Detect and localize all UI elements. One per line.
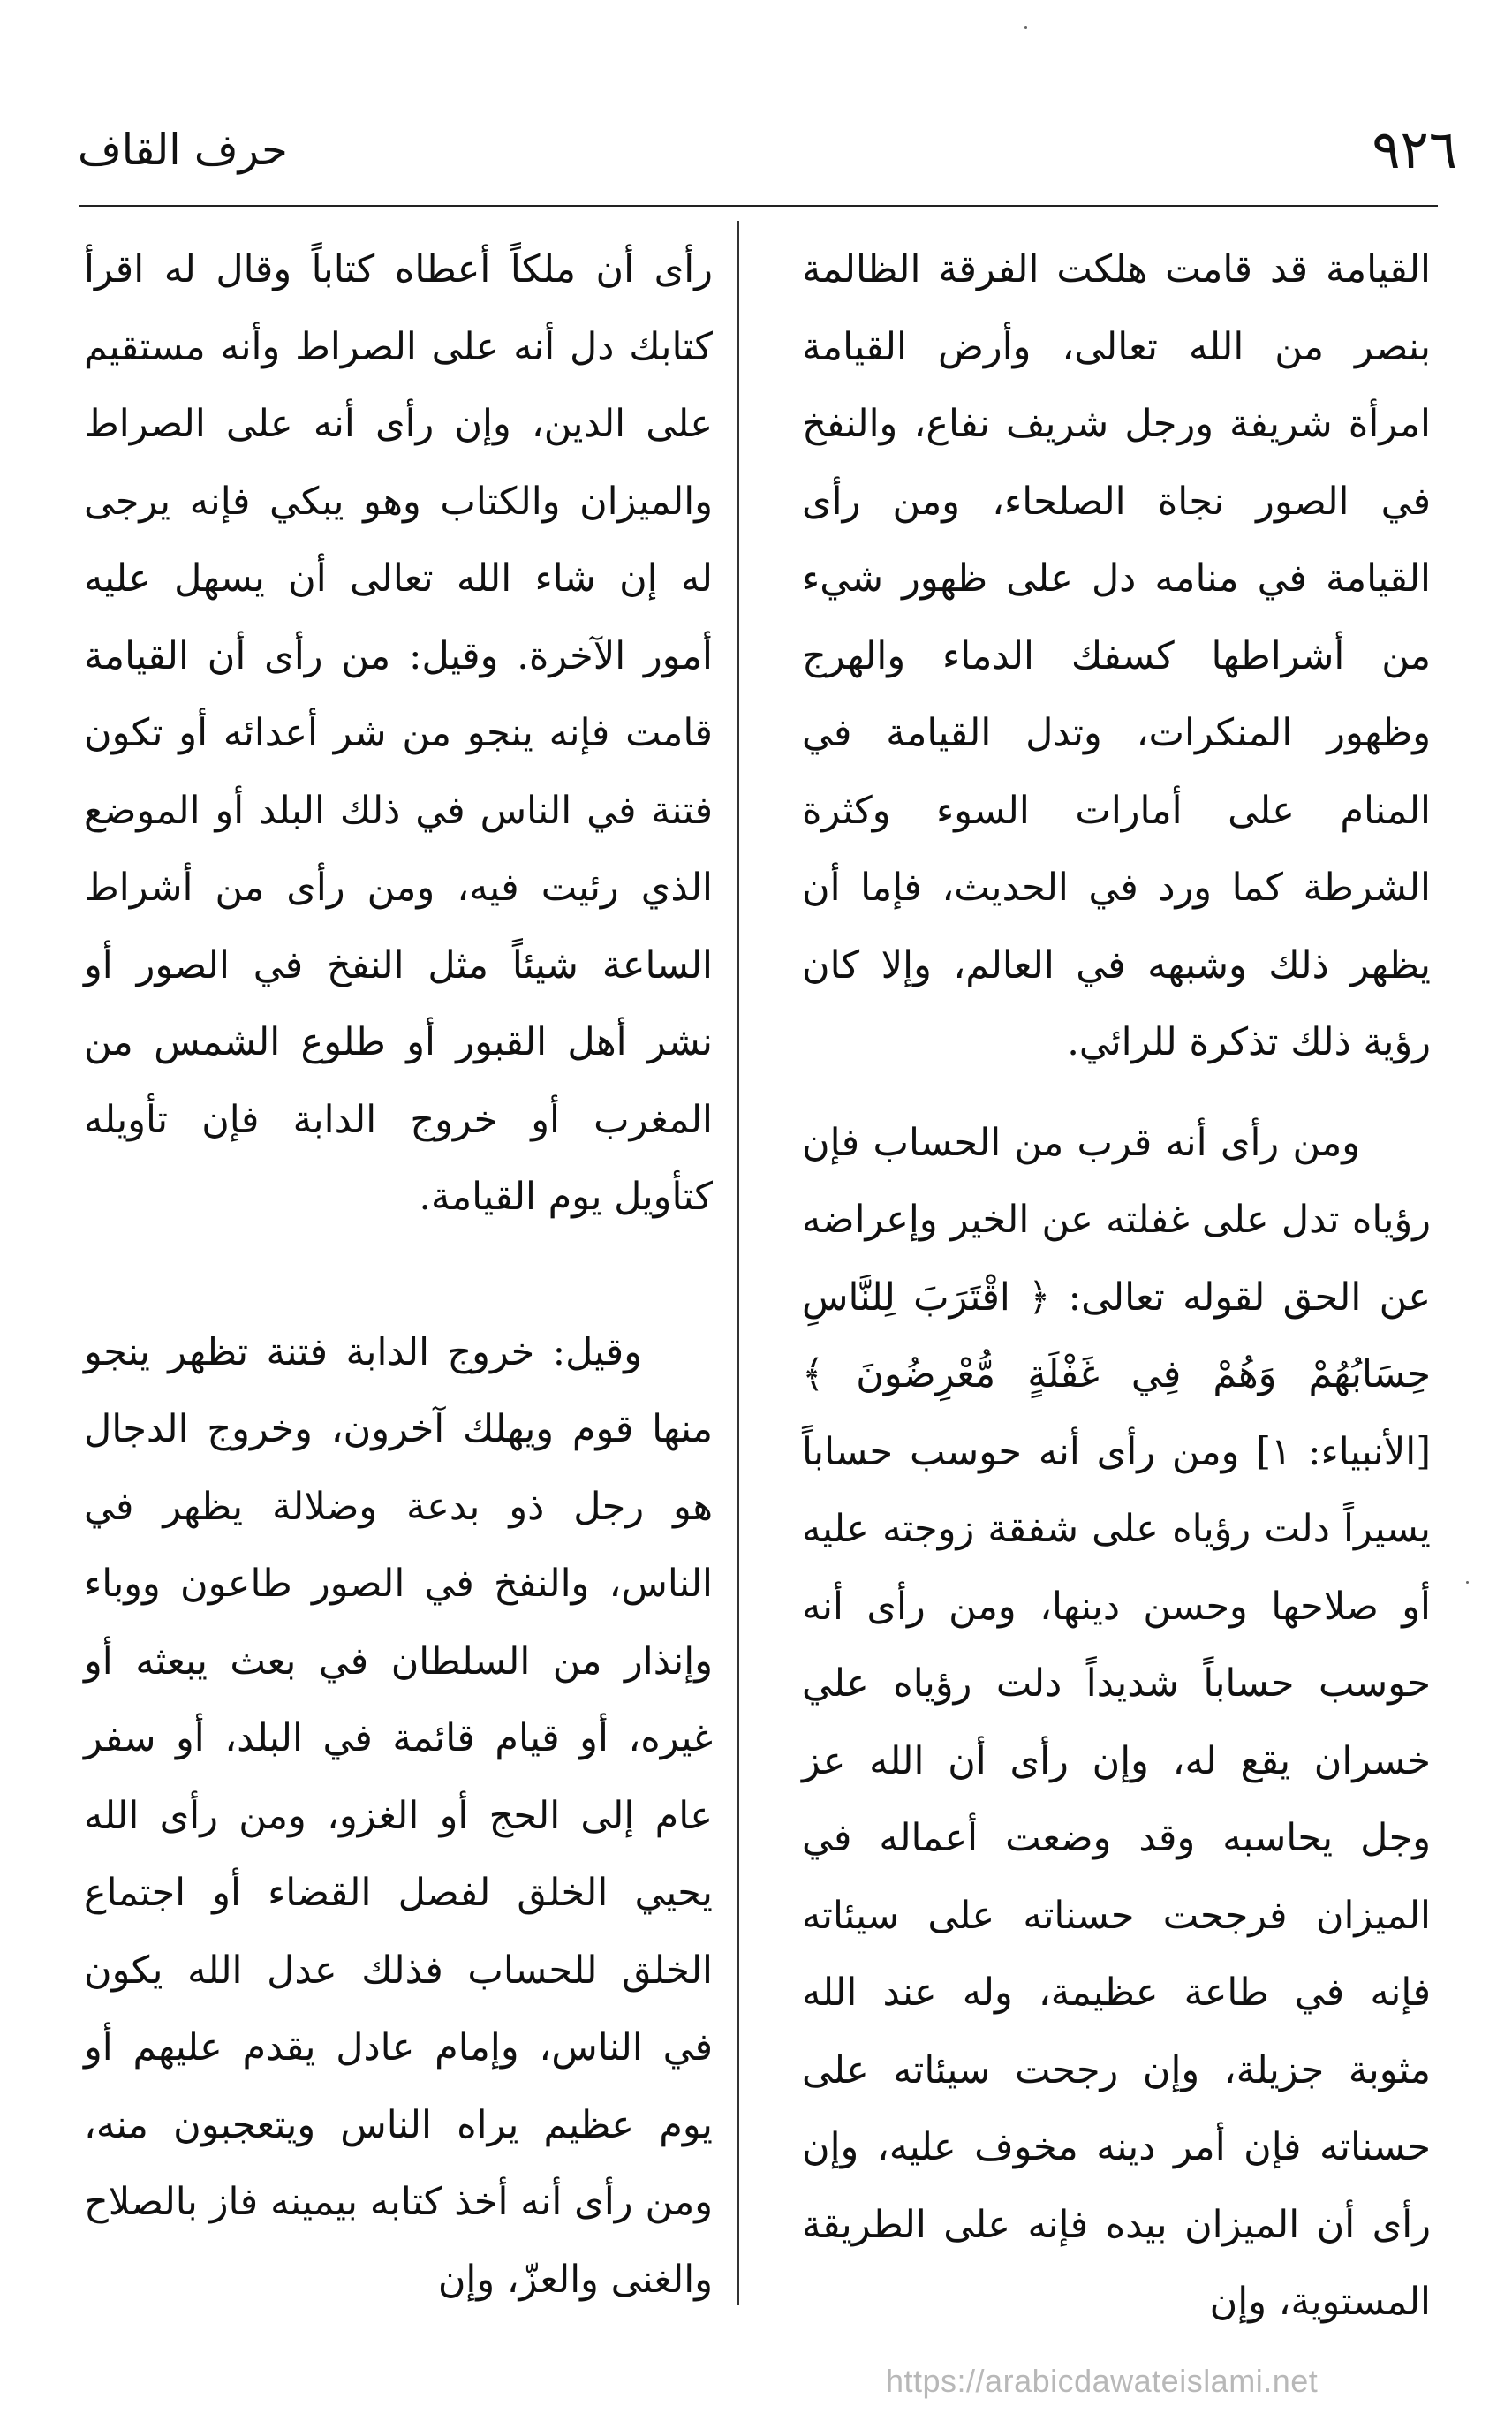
scan-speck (1024, 26, 1027, 29)
left-column (84, 231, 713, 2319)
quran-verse: ﴿ اقْتَرَبَ لِلنَّاسِ حِسَابُهُمْ وَهُمْ فِي غَفْلَةٍ مُّعْرِضُونَ ﴾ (802, 1275, 1431, 1396)
column-divider (737, 221, 739, 2305)
scan-speck (1466, 1581, 1469, 1584)
watermark-url: https://arabicdawateislami.net (886, 2363, 1319, 2399)
right-paragraph-2-intro: ومن رأى أنه قرب من الحساب فإن رؤياه تدل على غفلته عن الخير وإعراضه عن الحق لقوله تعالى: (802, 1120, 1432, 1320)
left-paragraph-1: رأى أن ملكاً أعطاه كتاباً وقال له اقرأ كتابك دل أنه على الصراط وأنه مستقيم على الدين، وإن رأى أنه على الصراط والميزان والكتاب وهو يبكي فإنه يرجى له إن شاء الله تعالى أن يسهل عليه أمور الآخرة. وقيل: من رأى أن القيامة قامت فإنه ينجو من شر أعدائه أو تكون فتنة في الناس في ذلك البلد أو الموضع الذي رئيت فيه، ومن رأى من أشراط الساعة شيئاً مثل النفخ في الصور أو نشر أهل القبور أو طلوع الشمس من المغرب أو خروج الدابة فإن تأويله كتأويل يوم القيامة. (84, 247, 713, 1219)
page-number: ٩٢٦ (1372, 119, 1457, 181)
right-paragraph-2 (802, 1105, 1431, 2342)
header-rule (79, 205, 1438, 207)
running-title: حرف القاف (78, 125, 288, 175)
right-paragraph-1: القيامة قد قامت هلكت الفرقة الظالمة بنصر من الله تعالى، وأرض القيامة امرأة شريفة ورجل شريف نفاع، والنفخ في الصور نجاة الصلحاء، ومن رأى القيامة في منامه دل على ظهور شيء من أشراطها كسفك الدماء والهرج وظهور المنكرات، وتدل القيامة في المنام على أمارات السوء وكثرة الشرطة كما ورد في الحديث، فإما أن يظهر ذلك وشبهه في العالم، وإلا كان رؤية ذلك تذكرة للرائي. (802, 247, 1431, 1064)
left-paragraph-2: وقيل: خروج الدابة فتنة تظهر ينجو منها قوم ويهلك آخرون، وخروج الدجال هو رجل ذو بدعة وضلالة يظهر في الناس، والنفخ في الصور طاعون ووباء وإنذار من السلطان في بعث يبعثه أو غيره، أو قيام قائمة في البلد، أو سفر عام إلى الحج أو الغزو، ومن رأى الله يحيي الخلق لفصل القضاء أو اجتماع الخلق للحساب فذلك عدل الله يكون في الناس، وإمام عادل يقدم عليهم أو يوم عظيم يراه الناس ويتعجبون منه، ومن رأى أنه أخذ كتابه بيمينه فاز بالصلاح والغنى والعزّ، وإن (84, 1329, 713, 2302)
right-paragraph-2-rest: [الأنبياء: ١] ومن رأى أنه حوسب حساباً يسيراً دلت رؤياه على شفقة زوجته عليه أو صلاحها وحسن دينها، ومن رأى أنه حوسب حساباً شديداً دلت رؤياه علي خسران يقع له، وإن رأى أن الله عز وجل يحاسبه وقد وضعت أعماله في الميزان فرجحت حسناته على سيئاته فإنه في طاعة عظيمة، وله عند الله مثوبة جزيلة، وإن رجحت سيئاته على حسناته فإن أمر دينه مخوف عليه، وإن رأى أن الميزان بيده فإنه على الطريقة المستوية، وإن (802, 1429, 1431, 2324)
right-column (802, 231, 1431, 2342)
